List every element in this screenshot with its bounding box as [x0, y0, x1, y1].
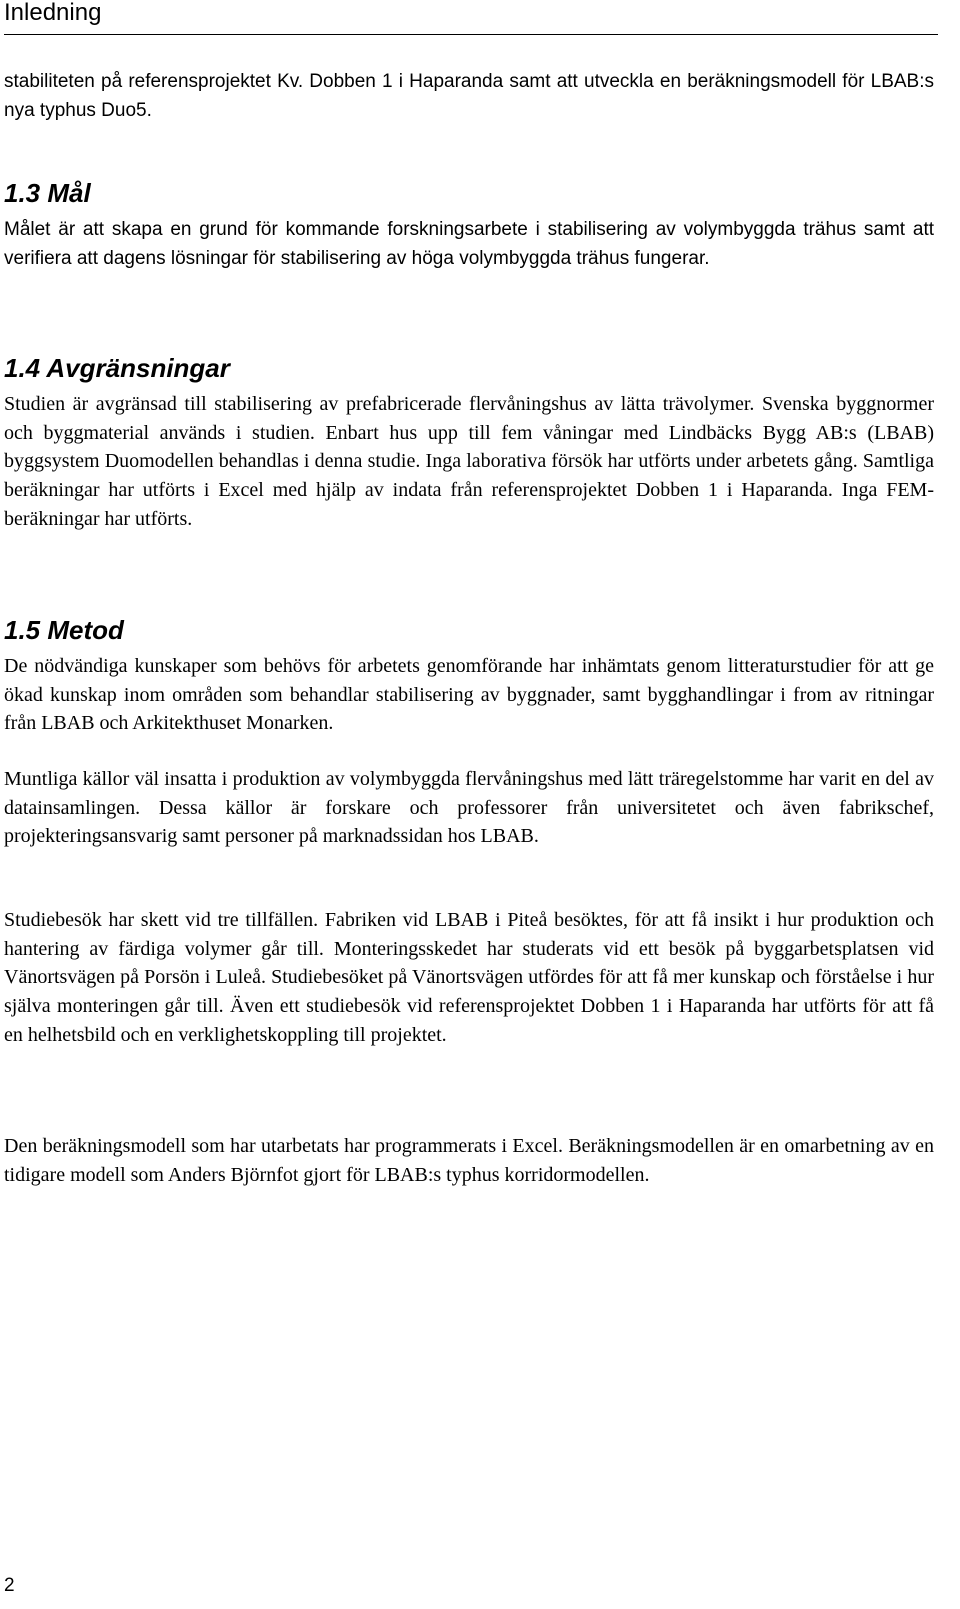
section-1-4-paragraph: Studien är avgränsad till stabilisering av prefabricerade flervåningshus av lätta trävolymer. Svenska byggnormer och byggmaterial används i studien. Enbart hus upp till fem våningar med Lindbäcks Bygg AB:s (LBAB) byggsystem Duomodellen behandlas i denna studie. Inga laborativa försök har utförts under arbetets gång. Samtliga beräkningar har utförts i Excel med hjälp av indata från referensprojektet Dobben 1 i Haparanda. Inga FEM-beräkningar har utförts. — [4, 393, 934, 530]
section-heading-1-4: 1.4 Avgränsningar — [4, 353, 230, 383]
page-header — [4, 0, 938, 35]
section-1-5-paragraph-4: Den beräkningsmodell som har utarbetats har programmerats i Excel. Beräkningsmodellen är en omarbetning av en tidigare modell som Anders Björnfot gjort för LBAB:s typhus korridormodellen. — [4, 1135, 934, 1186]
section-heading-1-5: 1.5 Metod — [4, 615, 124, 645]
intro-paragraph: stabiliteten på referensprojektet Kv. Dobben 1 i Haparanda samt att utveckla en beräkningsmodell för LBAB:s nya typhus Duo5. — [4, 71, 934, 121]
section-1-5-paragraph-2: Muntliga källor väl insatta i produktion av volymbyggda flervåningshus med lätt träregelstomme har varit en del av datainsamlingen. Dessa källor är forskare och professorer från universitetet och även fabrikschef, projekteringsansvarig samt personer på marknadssidan hos LBAB. — [4, 768, 934, 848]
header-title: Inledning — [4, 0, 102, 26]
section-1-5-paragraph-1: De nödvändiga kunskaper som behövs för arbetets genomförande har inhämtats genom litteraturstudier för att ge ökad kunskap inom områden som behandlar stabilisering av byggnader, samt bygghandlingar i from av ritningar från LBAB och Arkitekthuset Monarken. — [4, 655, 934, 735]
section-1-3-paragraph: Målet är att skapa en grund för kommande forskningsarbete i stabilisering av volymbyggda trähus samt att verifiera att dagens lösningar för stabilisering av höga volymbyggda trähus fungerar. — [4, 219, 934, 269]
page-number: 2 — [4, 1575, 15, 1596]
section-heading-1-3: 1.3 Mål — [4, 178, 91, 208]
section-1-5-paragraph-3: Studiebesök har skett vid tre tillfällen. Fabriken vid LBAB i Piteå besöktes, för att få insikt i hur produktion och hantering av färdiga volymer går till. Monteringsskedet har studerats vid ett besök på byggarbetsplatsen vid Vänortsvägen på Porsön i Luleå. Studiebesöket på Vänortsvägen utfördes för att få mer kunskap och förståelse i hur själva monteringen går till. Även ett studiebesök vid referensprojektet Dobben 1 i Haparanda har utförts för att få en helhetsbild och en verklighetskoppling till projektet. — [4, 909, 934, 1046]
